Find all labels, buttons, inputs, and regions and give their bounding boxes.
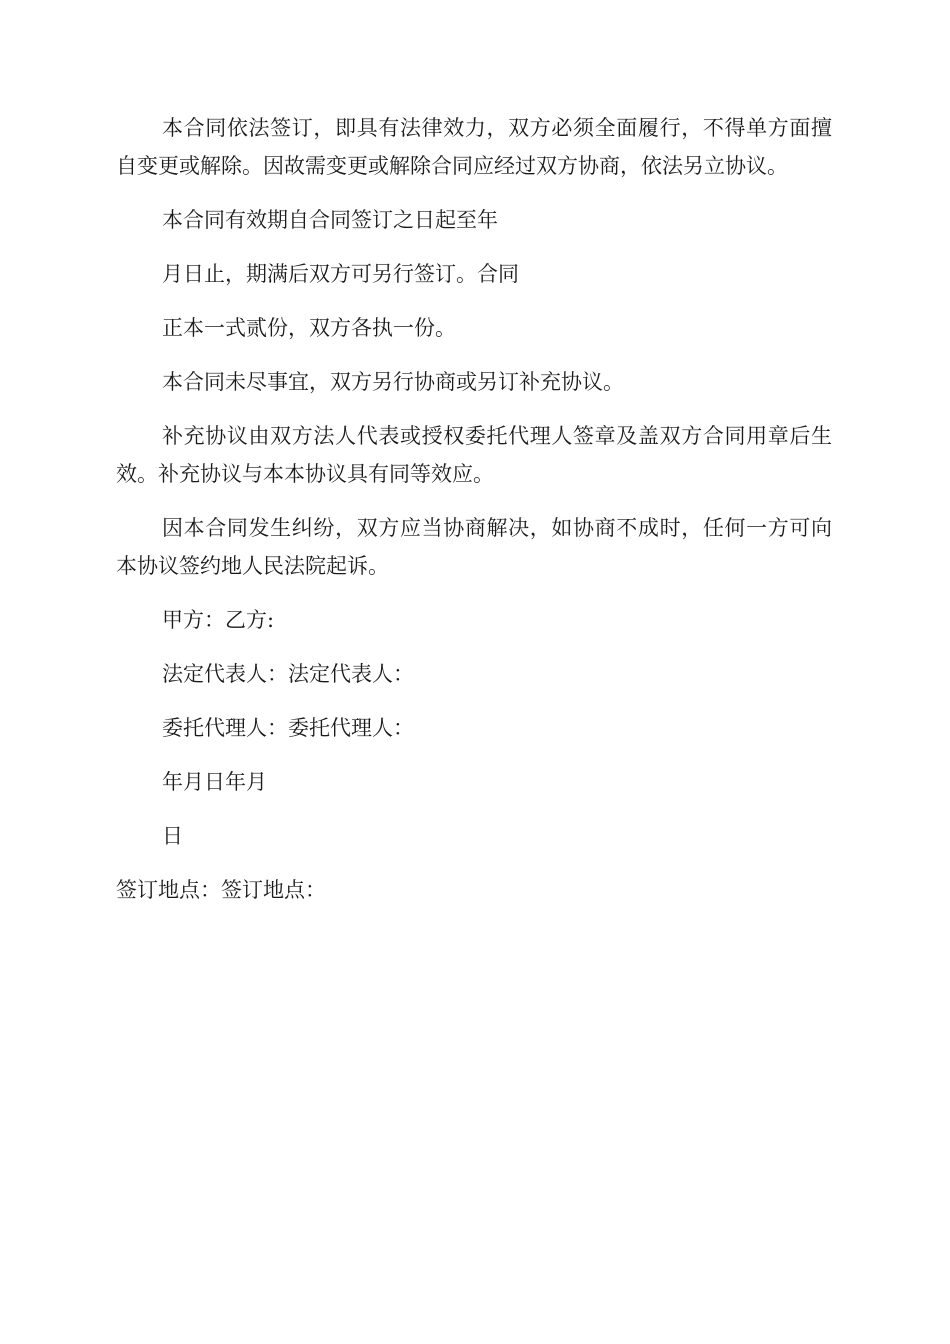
paragraph-validity: 本合同依法签订，即具有法律效力，双方必须全面履行，不得单方面擅自变更或解除。因故需变更或解除合同应经过双方协商，依法另立协议。 [116,116,832,178]
paragraph-term-end: 月日止，期满后双方可另行签订。合同 [162,262,519,286]
paragraph-supplement-effect: 补充协议由双方法人代表或授权委托代理人签章及盖双方合同用章后生效。补充协议与本本协议具有同等效应。 [116,424,832,486]
parties-line: 甲方：乙方: [162,608,275,632]
date-line-day: 日 [162,824,183,848]
paragraph-dispute: 因本合同发生纠纷，双方应当协商解决，如协商不成时，任何一方可向本协议签约地人民法院起诉。 [116,516,832,578]
signing-place-line: 签订地点：签订地点： [116,878,326,902]
document-page [116,109,832,925]
paragraph-copies: 正本一式贰份，双方各执一份。 [162,316,456,340]
legal-representative-line: 法定代表人：法定代表人： [162,662,414,686]
date-line: 年月日年月 [162,770,267,794]
paragraph-supplement: 本合同未尽事宜，双方另行协商或另订补充协议。 [162,370,624,394]
paragraph-term-start: 本合同有效期自合同签订之日起至年 [162,208,498,232]
authorized-agent-line: 委托代理人：委托代理人： [162,716,414,740]
